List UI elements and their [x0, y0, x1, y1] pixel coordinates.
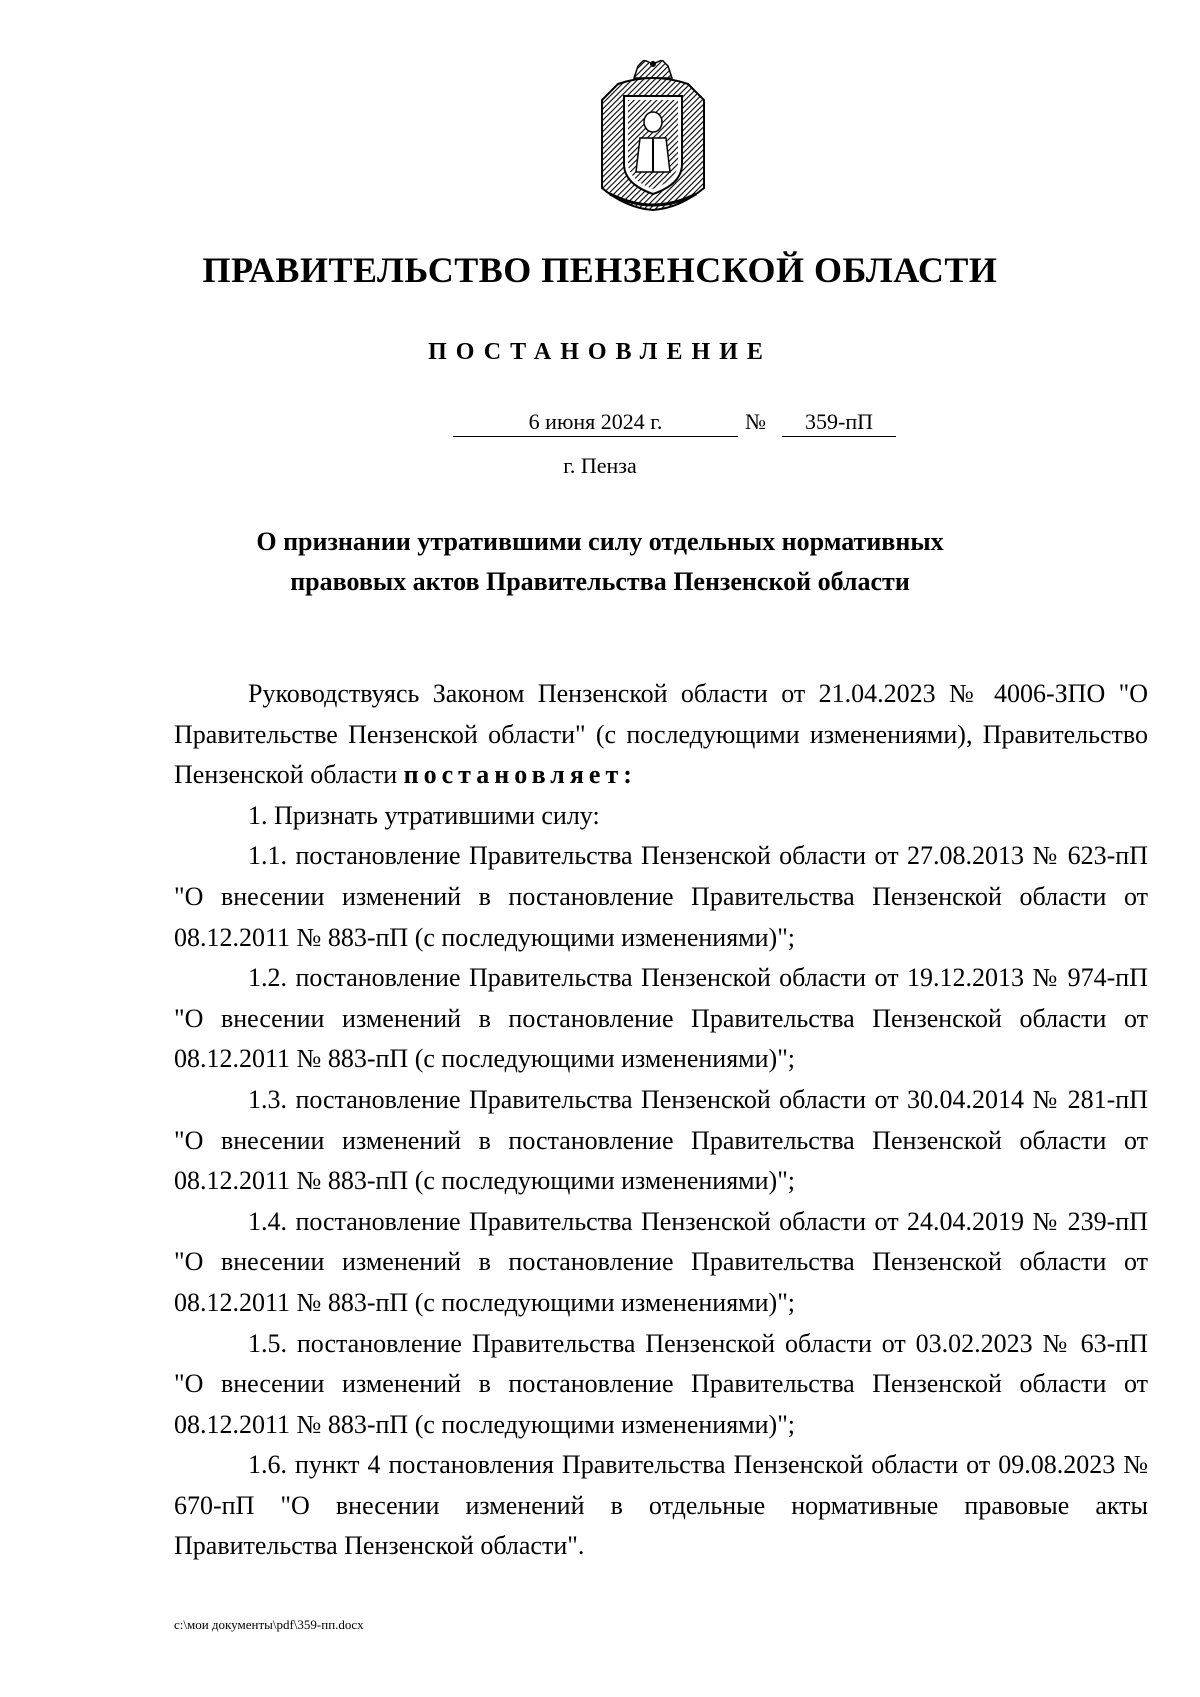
document-type: ПОСТАНОВЛЕНИЕ: [428, 339, 772, 365]
subject-line-2: правовых актов Правительства Пензенской области: [290, 567, 910, 596]
number-sign: №: [745, 409, 766, 434]
subitem-1-3: 1.3. постановление Правительства Пензенской области от 30.04.2014 № 281-пП "О внесении изменений в постановление Правительства Пензенской области от 08.12.2011 № 883-пП (с последующими изменениями)";: [174, 1084, 1148, 1196]
preamble-paragraph: [174, 674, 1148, 796]
resolves-word: постановляет:: [403, 760, 637, 790]
document-body: [174, 674, 1148, 1567]
coat-of-arms-icon: [600, 60, 706, 212]
subitem-1-2: 1.2. постановление Правительства Пензенской области от 19.12.2013 № 974-пП "О внесении изменений в постановление Правительства Пензенской области от 08.12.2011 № 883-пП (с последующими изменениями)";: [174, 963, 1148, 1074]
organization-title: ПРАВИТЕЛЬСТВО ПЕНЗЕНСКОЙ ОБЛАСТИ: [202, 250, 998, 290]
subitem-1-1: 1.1. постановление Правительства Пензенской области от 27.08.2013 № 623-пП "О внесении изменений в постановление Правительства Пензенской области от 08.12.2011 № 883-пП (с последующими изменениями)";: [174, 841, 1148, 952]
footer-file-path: c:\мои документы\pdf\359-пп.docx: [174, 1617, 364, 1632]
subitem-1-6: 1.6. пункт 4 постановления Правительства Пензенской области от 09.08.2023 № 670-пП "О внесении изменений в отдельные нормативные правовые акты Правительства Пензенской области".: [174, 1450, 1148, 1561]
subitem-1-5: 1.5. постановление Правительства Пензенской области от 03.02.2023 № 63-пП "О внесении изменений в постановление Правительства Пензенской области от 08.12.2011 № 883-пП (с последующими изменениями)";: [174, 1328, 1148, 1439]
document-date: 6 июня 2024 г.: [453, 408, 738, 437]
subject-line-1: О признании утратившими силу отдельных нормативных: [256, 527, 944, 556]
preamble-text: Руководствуясь Законом Пензенской области от 21.04.2023 № 4006-ЗПО "О Правительстве Пензенской области" (с последующими изменениями), Правительство Пензенской области: [174, 679, 1148, 790]
document-number: 359-пП: [782, 408, 896, 437]
item-1: 1. Признать утратившими силу:: [248, 800, 600, 830]
document-subject: [200, 522, 1000, 602]
subitem-1-4: 1.4. постановление Правительства Пензенской области от 24.04.2019 № 239-пП "О внесении изменений в постановление Правительства Пензенской области от 08.12.2011 № 883-пП (с последующими изменениями)";: [174, 1206, 1148, 1317]
document-city: г. Пенза: [563, 453, 637, 478]
